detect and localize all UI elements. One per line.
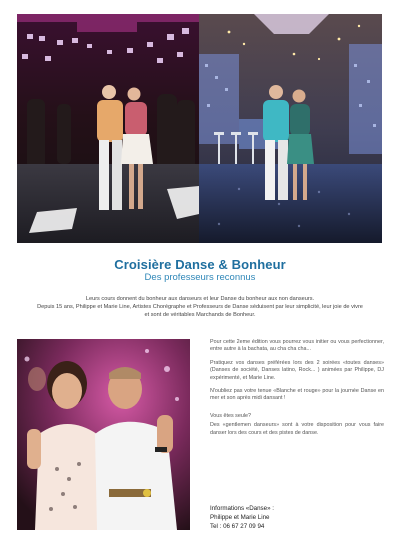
page-title: Croisière Danse & Bonheur — [114, 257, 286, 272]
details-paragraph: Pratiquez vos danses préférées lors des 2 soirées «toutes danses» (Danses de société, Danses latino, Rock... ) animées par Philippe, DJ expérimenté, et Marie Line. — [210, 359, 384, 381]
details-column — [210, 339, 384, 443]
contact-names: Philippe et Marie Line — [210, 514, 270, 521]
details-paragraph: Pour cette 2eme édition vous pourrez vous initier ou vous perfectionner, entre autre à la bachata, au cha cha cha... — [210, 339, 384, 353]
intro-line: et sont de véritables Marchands de Bonheur. — [144, 312, 256, 318]
intro-line: Depuis 15 ans, Philippe et Marie Line, Artistes Chorégraphe et Professeurs de Danse séduisent par leur simplicité, leur joie de vivre — [37, 304, 363, 310]
contact-block — [210, 504, 384, 531]
details-question: Vous êtes seule? — [210, 412, 252, 419]
contact-phone: Tel : 06 67 27 09 94 — [210, 523, 265, 530]
dancing-couple-photo — [17, 14, 199, 243]
intro-line: Leurs cours donnent du bonheur aux danseurs et leur Danse du bonheur aux non danseurs. — [85, 296, 315, 302]
details-paragraph: N'oubliez pas votre tenue «Blanche et rouge» pour la journée Danse en mer et son après midi dansant ! — [210, 388, 384, 402]
intro-paragraph — [30, 295, 370, 319]
contact-label: Informations «Danse» : — [210, 505, 274, 512]
ballroom-couple-photo — [199, 14, 382, 243]
instructors-portrait-photo — [17, 339, 190, 530]
page-subtitle: Des professeurs reconnus — [144, 272, 256, 283]
details-paragraph: Des «gentlemen danseurs» sont à votre disposition pour vous faire danser lors des cours et des pistes de danse. — [210, 422, 384, 436]
